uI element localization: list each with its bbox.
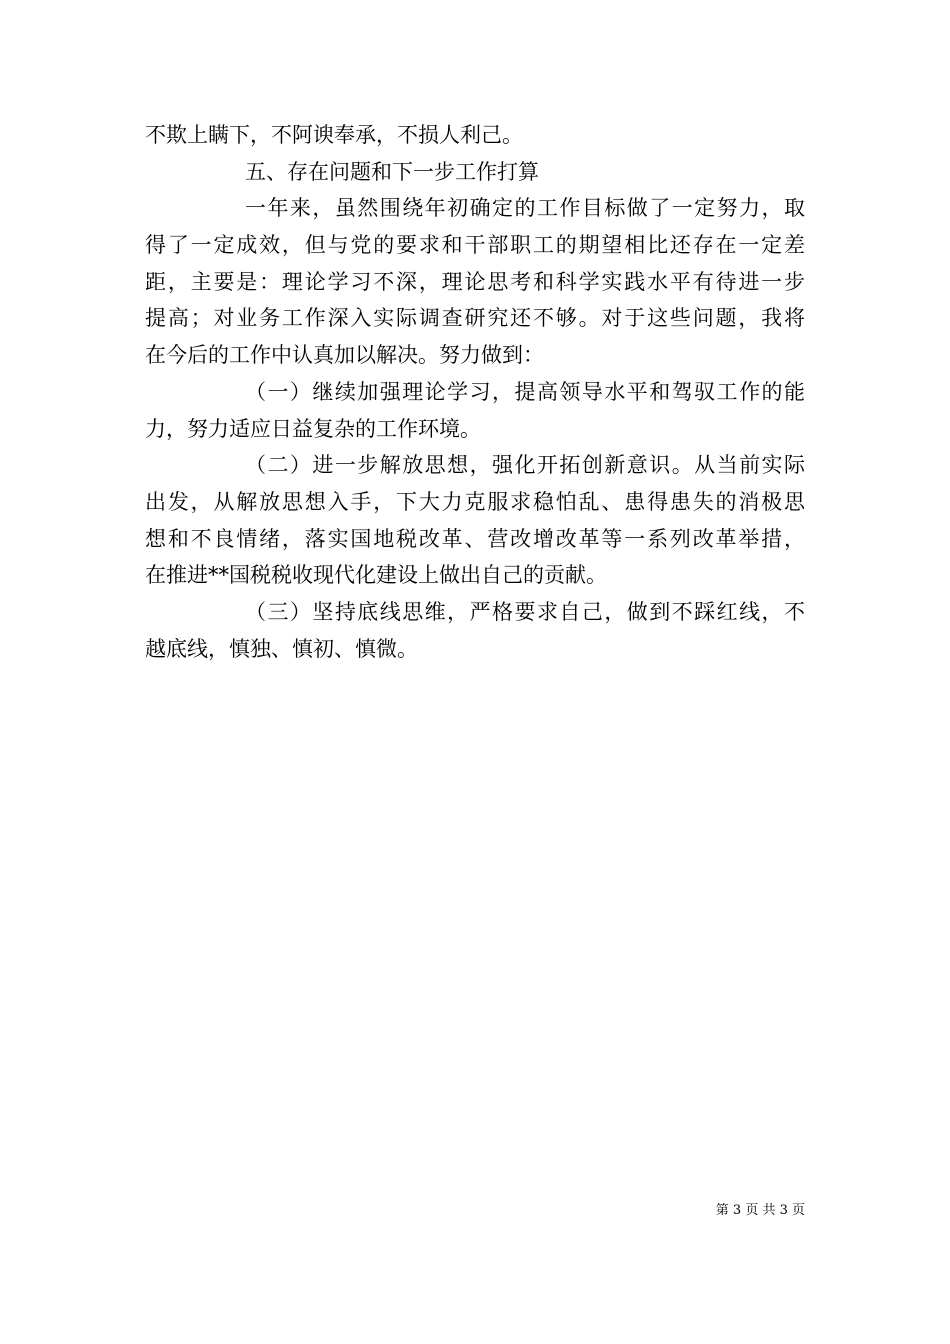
text-line: 想和不良情绪，落实国地税改革、营改增改革等一系列改革举措， <box>145 526 805 551</box>
text-line: 越底线，慎独、慎初、慎微。 <box>145 636 418 661</box>
text-line: 在推进**国税税收现代化建设上做出自己的贡献。 <box>145 563 607 588</box>
text-line: 提高；对业务工作深入实际调查研究还不够。对于这些问题，我将 <box>145 306 805 331</box>
text-line: 力，努力适应日益复杂的工作环境。 <box>145 416 481 441</box>
text-line: 不欺上瞒下，不阿谀奉承，不损人利己。 <box>145 123 523 147</box>
text-line: （一）继续加强理论学习，提高领导水平和驾驭工作的能 <box>245 379 805 404</box>
text-line: 得了一定成效，但与党的要求和干部职工的期望相比还存在一定差 <box>145 233 805 258</box>
text-line: （三）坚持底线思维，严格要求自己，做到不踩红线，不 <box>245 599 805 624</box>
body-text <box>145 117 805 667</box>
text-line: 出发，从解放思想入手，下大力克服求稳怕乱、患得患失的消极思 <box>145 489 805 514</box>
text-line: 在今后的工作中认真加以解决。努力做到： <box>145 343 544 368</box>
text-line: （二）进一步解放思想，强化开拓创新意识。从当前实际 <box>245 453 805 478</box>
page-number-footer: 第 3 页 共 3 页 <box>715 1203 805 1218</box>
text-line: 距，主要是：理论学习不深，理论思考和科学实践水平有待进一步 <box>145 269 805 294</box>
text-line: 一年来，虽然围绕年初确定的工作目标做了一定努力，取 <box>245 196 805 221</box>
section-heading: 五、存在问题和下一步工作打算 <box>245 159 539 184</box>
